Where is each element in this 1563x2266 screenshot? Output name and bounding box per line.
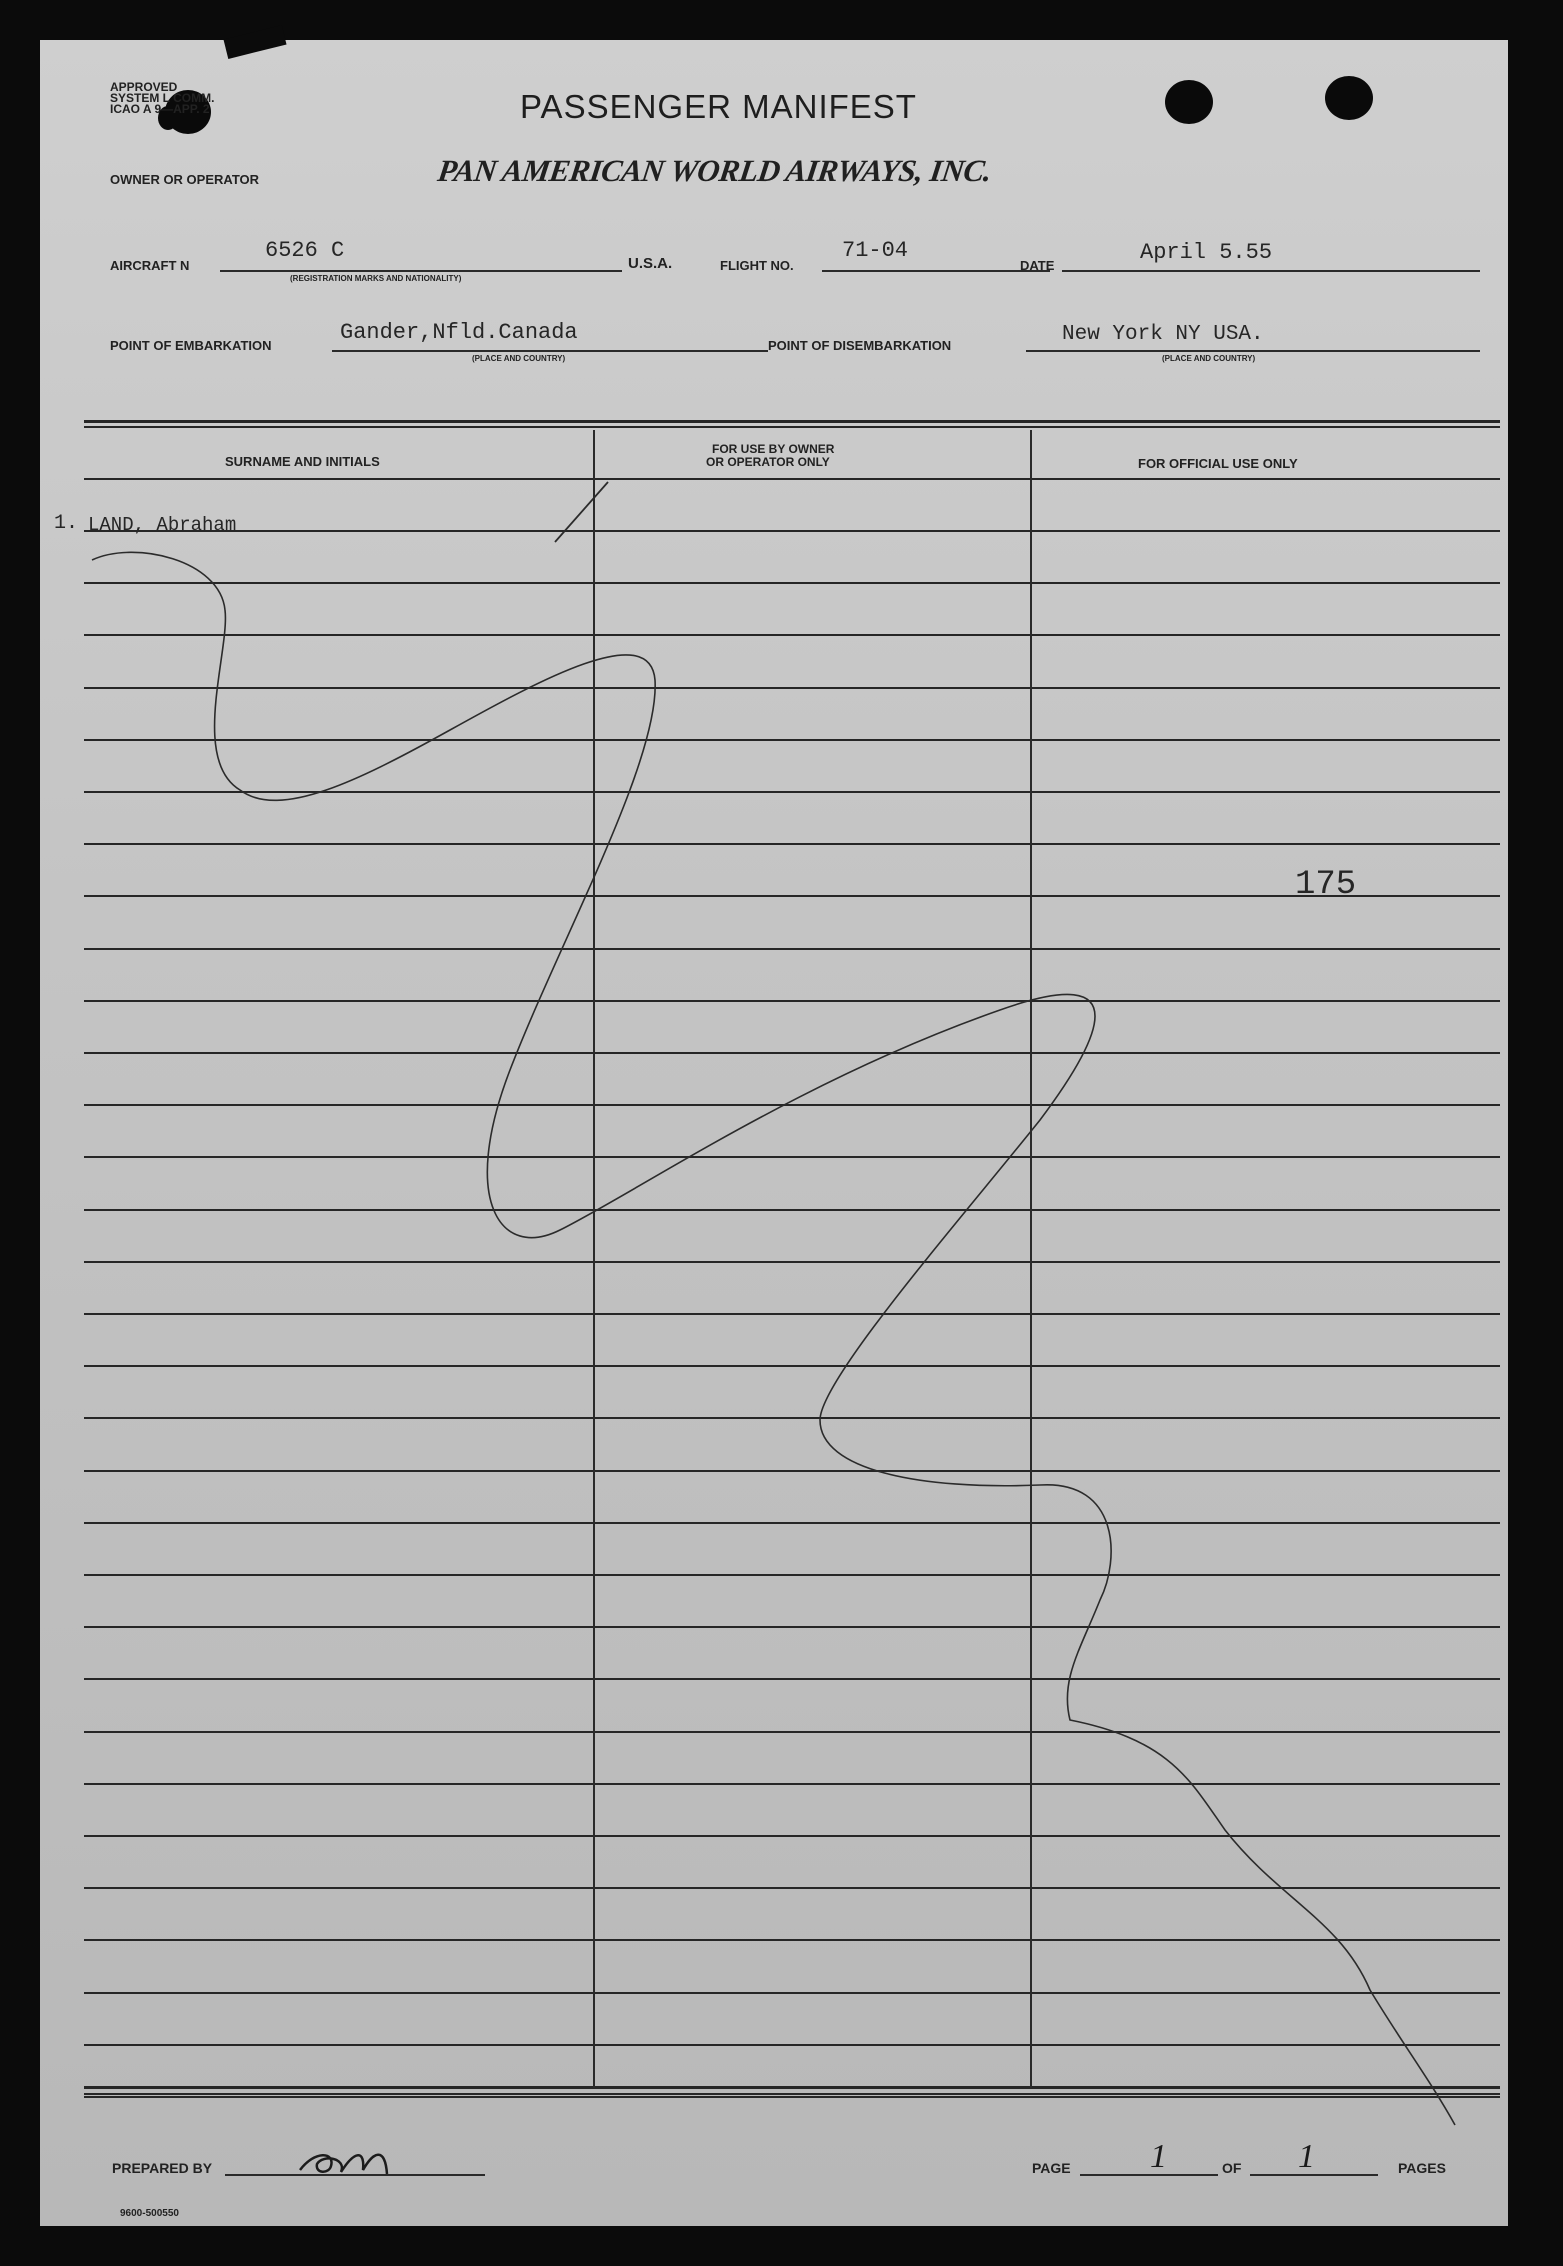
header-owner-use-1: FOR USE BY OWNER xyxy=(712,442,835,456)
manifest-sheet xyxy=(40,40,1508,2226)
disembarkation-caption: (PLACE AND COUNTRY) xyxy=(1162,354,1256,363)
header-official-use: FOR OFFICIAL USE ONLY xyxy=(1138,456,1298,471)
entry-number: 1. xyxy=(54,512,79,535)
page-value: 1 xyxy=(1150,2138,1167,2175)
official-note: 175 xyxy=(1295,866,1357,904)
disembarkation-value: New York NY USA. xyxy=(1062,323,1264,346)
form-number: 9600-500550 xyxy=(120,2208,179,2219)
prepared-by-label: PREPARED BY xyxy=(112,2160,213,2176)
owner-label: OWNER OR OPERATOR xyxy=(110,172,260,187)
approval-line: SYSTEM L COMM. xyxy=(110,91,215,105)
embarkation-label: POINT OF EMBARKATION xyxy=(110,338,272,353)
approval-line: APPROVED xyxy=(110,80,178,94)
passenger-name: LAND, Abraham xyxy=(88,514,237,536)
page-title: PASSENGER MANIFEST xyxy=(520,88,917,125)
operator-name: PAN AMERICAN WORLD AIRWAYS, INC. xyxy=(435,153,994,188)
nationality-label: U.S.A. xyxy=(628,255,673,272)
date-label: DATE xyxy=(1020,258,1055,273)
page-underline xyxy=(1080,2174,1218,2176)
disembarkation-label: POINT OF DISEMBARKATION xyxy=(768,338,952,353)
page-label: PAGE xyxy=(1032,2160,1071,2176)
embarkation-value: Gander,Nfld.Canada xyxy=(340,320,578,345)
registration-caption: (REGISTRATION MARKS AND NATIONALITY) xyxy=(290,274,462,283)
preparer-initials xyxy=(295,2140,405,2180)
embarkation-caption: (PLACE AND COUNTRY) xyxy=(472,354,566,363)
approval-line: ICAO A 9—APP. 2 xyxy=(110,102,210,116)
header-owner-use-2: OR OPERATOR ONLY xyxy=(706,455,830,469)
flight-value: 71-04 xyxy=(842,238,909,263)
pages-label: PAGES xyxy=(1398,2160,1446,2176)
aircraft-value: 6526 C xyxy=(265,238,345,263)
date-value: April 5.55 xyxy=(1140,240,1273,265)
header-surname: SURNAME AND INITIALS xyxy=(225,454,380,469)
aircraft-label: AIRCRAFT N xyxy=(110,258,190,273)
flight-label: FLIGHT NO. xyxy=(720,258,794,273)
of-label: OF xyxy=(1222,2160,1242,2176)
cancellation-scribble xyxy=(40,40,1508,2226)
total-pages-value: 1 xyxy=(1298,2138,1315,2175)
